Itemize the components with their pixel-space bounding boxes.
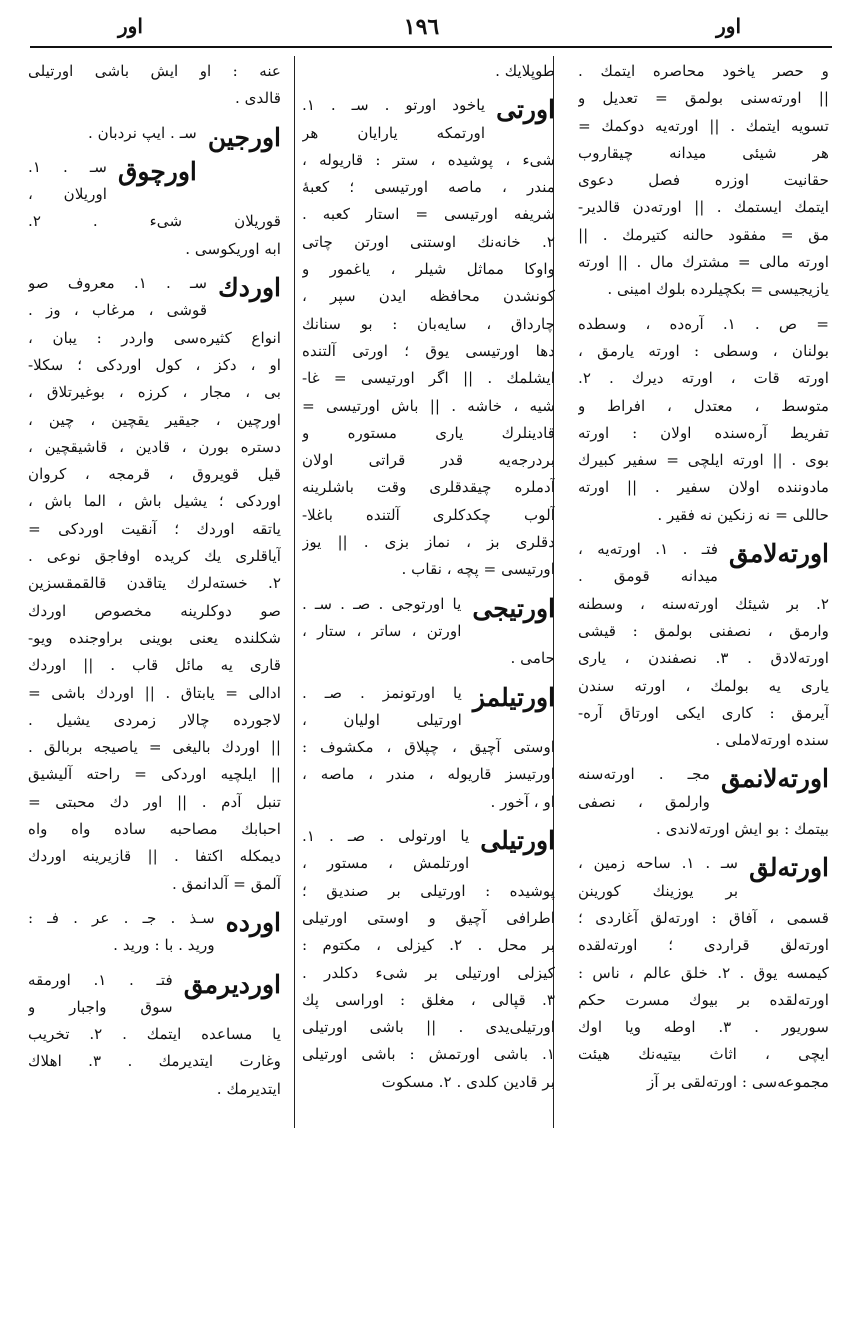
entry-text-line: آلوب چكدكلری آلتنده باغلا- bbox=[302, 505, 555, 524]
entry-text-line: ایشلمك . || اگر اورتیسی = غا- bbox=[302, 369, 555, 388]
entry-text-line: شیء ، پوشیده ، ستر : قاریوله ، bbox=[302, 150, 555, 169]
header-right-word: اور bbox=[716, 14, 741, 38]
entry-headword: اورتیجی bbox=[472, 593, 555, 623]
entry-text-line: اورتلمش ، مستور ، bbox=[302, 854, 470, 873]
entry-text-line: ایچی ، اثاث بیتیه‌نك هیئت bbox=[578, 1045, 829, 1064]
dictionary-entry bbox=[28, 270, 281, 898]
entry-text-line: بردرجه‌یه قدر قراتی اولان bbox=[302, 451, 555, 470]
entry-text-line: اورته‌لق قراردی ؛ اورته‌لقده bbox=[578, 936, 829, 955]
entry-text-line: قوشی ، مرغاب ، وز . bbox=[28, 301, 208, 320]
dictionary-entry bbox=[302, 823, 555, 1096]
entry-text-line: بر یوزینك كورینن bbox=[578, 881, 739, 900]
page-header bbox=[0, 0, 843, 50]
entry-text-line: سـذ . جـ . عر . فـ : bbox=[28, 908, 215, 927]
entry-text-line: یا اورتونمز . صـ . bbox=[302, 683, 462, 702]
column-divider-left bbox=[294, 56, 295, 1128]
entry-text-line: سوریور . ٣. اوطه ویا اوك bbox=[578, 1018, 829, 1037]
entry-text-line: اورتیسی = پچه ، نقاب . bbox=[401, 560, 555, 579]
entry-text-line: ایتدیرمك . bbox=[216, 1079, 281, 1098]
entry-text-line: كونشدن محافظه ایدن سپر ، bbox=[302, 287, 555, 306]
entry-text-line: ١. باشی اورتمش : باشی اورتیلی bbox=[302, 1045, 555, 1064]
dictionary-entry bbox=[28, 154, 281, 263]
entry-text-line: یا اورتوجی . صـ . سـ . bbox=[302, 594, 462, 613]
entry-text-line: وارلمق ، نصفی bbox=[578, 792, 711, 811]
entry-text-line: اورته قات ، اورته دیرك . ٢. bbox=[578, 369, 829, 388]
entry-text-line: فتـ . ١. اورمقه bbox=[28, 970, 173, 989]
entry-text-line: لاجورده چالار زمردی یشیل . bbox=[28, 710, 281, 729]
entry-text-line: یاخود اورتو . سـ . ١. bbox=[302, 96, 486, 115]
entry-text-line: حقانیت اوزره فصل دعوی bbox=[578, 171, 829, 190]
entry-text-line: پوشیده : اورتیلی بر صندیق ؛ bbox=[302, 881, 555, 900]
entry-text-line: سـ . ١. اوریلان ، bbox=[28, 157, 108, 204]
entry-text-line: طوپلایك . bbox=[495, 62, 555, 80]
entry-text-line: متوسط ، معتدل ، افراط و bbox=[578, 396, 829, 415]
entry-text-line: بر قادین كلدی . ٢. مسكوت bbox=[381, 1072, 555, 1091]
entry-text-line: یازیجیسی = بكچیلرده بلوك امینی . bbox=[607, 280, 829, 299]
entry-text-line: اورتمكه یارایان هر bbox=[302, 123, 486, 142]
entry-text-line: اوستی آچیق ، چپلاق ، مكشوف : bbox=[302, 738, 555, 757]
entry-text-line: تسویه ایتمك . || اورته‌یه دوكمك = bbox=[578, 116, 829, 135]
page-number: ١٩٦ bbox=[403, 14, 440, 40]
entry-text-line: || اورته‌سنی بولمق = تعدیل و bbox=[578, 89, 829, 108]
entry-text-line: اورته‌لادق . ٣. نصفندن ، یاری bbox=[578, 649, 829, 668]
dictionary-entry bbox=[28, 58, 281, 113]
dictionary-entry bbox=[28, 120, 281, 152]
entry-text-line: شكلنده یعنی بوینی براوجنده ویو- bbox=[28, 628, 281, 647]
entry-headword: اورته‌لق bbox=[749, 853, 829, 883]
entry-text-line: واوكا مماثل شیلر ، یاغمور و bbox=[302, 260, 555, 279]
dictionary-entry bbox=[578, 761, 829, 843]
entry-text-line: آلمق = آلدانمق . bbox=[171, 874, 281, 893]
entry-text-line: فتـ . ١. اورته‌یه ، bbox=[578, 540, 719, 559]
entry-text-line: حامی . bbox=[510, 649, 555, 668]
entry-text-line: شریفه اورتیسی = استار كعبه . bbox=[302, 205, 555, 224]
dictionary-entry bbox=[302, 58, 555, 85]
entry-text-line: عنه : او ایش باشی اورتیلی bbox=[28, 62, 281, 80]
dictionary-entry bbox=[28, 967, 281, 1103]
entry-text-line: ٢. خانه‌نك اوستنی اورتن چاتی bbox=[302, 232, 555, 251]
entry-text-line: بر محل . ٢. كیزلی ، مكتوم : bbox=[302, 936, 555, 955]
entry-text-line: یاری یه بولمك ، اورته سندن bbox=[578, 676, 829, 695]
entry-text-line: ٣. قپالی ، مغلق : اوراسی پك bbox=[302, 990, 555, 1009]
entry-text-line: قاری یه مائل قاب . || اوردك bbox=[28, 656, 281, 675]
entry-text-line: = ص . ١. آره‌ده ، وسطده bbox=[578, 314, 829, 333]
entry-text-line: سنده اورته‌لاملی . bbox=[715, 731, 829, 750]
entry-text-line: ادالی = یابتاق . || اوردك باشی = bbox=[28, 683, 281, 702]
entry-text-line: بوی . || اورته ایلچی = سفیر كبیرك bbox=[578, 451, 829, 470]
dictionary-entry bbox=[578, 311, 829, 529]
entry-text-line: شیه ، خاشه . || باش اورتیسی = bbox=[302, 396, 555, 415]
entry-text-line: مجموعه‌سی : اورته‌لقی بر آز bbox=[647, 1072, 829, 1091]
entry-text-line: سوق واجبار و bbox=[28, 997, 173, 1016]
entry-text-line: یا مساعده ایتمك . ٢. تخریب bbox=[28, 1025, 281, 1044]
entry-text-line: قالدی . bbox=[234, 89, 281, 108]
entry-headword: اورجین bbox=[207, 122, 281, 152]
entry-text-line: قیل قویروق ، قرمجه ، كروان bbox=[28, 465, 281, 484]
dictionary-entry bbox=[578, 850, 829, 1096]
entry-text-line: قادینلرك یاری مستوره و bbox=[302, 423, 555, 442]
entry-text-line: ٢. خسته‌لرك یتاقدن قالقمقسزین bbox=[28, 574, 281, 593]
entry-text-line: هر شیئی میدانه چیقاروب bbox=[578, 143, 829, 162]
entry-headword: اورته‌لانمق bbox=[721, 764, 829, 794]
entry-text-line: اورتیلی‌یدی . || باشی اورتیلی bbox=[302, 1018, 555, 1037]
header-left-word: اور bbox=[118, 14, 143, 38]
entry-text-line: اورتیسز قاریوله ، مندر ، ماصه ، bbox=[302, 765, 555, 784]
entry-headword: اوردیرمق bbox=[183, 969, 281, 999]
entry-text-line: ایتمك ایستمك . || اورته‌دن قالدیر- bbox=[578, 198, 829, 217]
dictionary-entry bbox=[302, 92, 555, 583]
dictionary-entry bbox=[302, 680, 555, 816]
entry-text-line: آیرمق : كاری ایكی اورتاق آره- bbox=[578, 703, 829, 722]
entry-text-line: صو دوكلرینه مخصوص اوردك bbox=[28, 601, 281, 620]
entry-text-line: || اوردك بالیغی = یاصیجه بربالق . bbox=[28, 738, 281, 757]
dictionary-entry bbox=[578, 58, 829, 304]
column-middle bbox=[302, 58, 555, 1268]
entry-headword: اورتیلمز bbox=[472, 682, 555, 712]
entry-text-line: كیزلی اورتیلی بر شیء دكلدر . bbox=[302, 963, 555, 982]
entry-text-line: ٢. بر شیئك اورته‌سنه ، وسطنه bbox=[578, 594, 829, 613]
entry-text-line: اورتیلی اولیان ، bbox=[302, 710, 462, 729]
entry-text-line: || ایلچیه اوردكی = راحته آلیشیق bbox=[28, 765, 281, 784]
entry-text-line: مق = مفقود حالنه كتیرمك . || bbox=[578, 225, 829, 244]
entry-text-line: قسمی ، آفاق : اورته‌لق آغاردی ؛ bbox=[578, 908, 829, 927]
entry-text-line: دستره بورن ، قادین ، قاشیقچین ، bbox=[28, 437, 281, 456]
entry-text-line: دیمكله اكتفا . || قازیرینه اوردك bbox=[28, 847, 281, 866]
entry-text-line: اوردكی ؛ یشیل باش ، الما باش ، bbox=[28, 492, 281, 511]
entry-headword: اورچوق bbox=[118, 156, 197, 186]
entry-text-line: سـ . ١. معروف صو bbox=[28, 274, 208, 293]
entry-text-line: دها اورتیسی یوق ؛ اورتی آلتنده bbox=[302, 341, 555, 360]
entry-text-line: سـ . ایپ نردبان . bbox=[87, 123, 197, 142]
entry-text-line: بیتمك : بو ایش اورته‌لاندی . bbox=[656, 820, 829, 839]
entry-text-line: بی ، مجار ، كرزه ، بوغیرتلاق ، bbox=[28, 383, 281, 402]
entry-text-line: تفریط آره‌سنده اولان : اورته bbox=[578, 423, 829, 442]
entry-text-line: آیاقلری یك كریده اوفاجق نوعی . bbox=[28, 547, 281, 566]
entry-text-line: بولنان ، وسطی : اورته یارمق ، bbox=[578, 341, 829, 360]
entry-text-line: و حصر یاخود محاصره ایتمك . bbox=[578, 62, 829, 80]
entry-headword: اورتی bbox=[496, 95, 555, 125]
entry-text-line: او ، آخور . bbox=[490, 792, 555, 811]
dictionary-entry bbox=[28, 905, 281, 960]
entry-text-line: حاللی = نه زنكین نه فقیر . bbox=[657, 505, 829, 524]
entry-text-line: مجـ . اورته‌سنه bbox=[578, 765, 711, 784]
entry-headword: اوردك bbox=[218, 273, 281, 303]
entry-text-line: ابه اوریكوسی . bbox=[185, 239, 281, 258]
dictionary-entry bbox=[302, 591, 555, 673]
entry-text-line: اورته مالی = مشترك مال . || اورته bbox=[578, 253, 829, 272]
entry-headword: اورته‌لامق bbox=[729, 539, 829, 569]
entry-text-line: وارمق ، نصفنی بولمق : قیشی bbox=[578, 621, 829, 640]
entry-text-line: میدانه قومق . bbox=[578, 567, 719, 586]
entry-text-line: وغارت ایتدیرمك . ٣. اهلاك bbox=[28, 1052, 281, 1071]
entry-headword: اورتیلی bbox=[480, 826, 555, 856]
entry-text-line: او ، دكز ، كول اوردكی ؛ سكلا- bbox=[28, 355, 281, 374]
entry-text-line: قوریلان شیء . ٢. bbox=[28, 212, 281, 231]
entry-text-line: كیمسه یوق . ٢. خلق عالم ، ناس : bbox=[578, 963, 829, 982]
entry-text-line: چارداق ، سایه‌بان : بو سنانك bbox=[302, 314, 555, 333]
dictionary-entry bbox=[578, 536, 829, 754]
header-rule bbox=[30, 46, 832, 48]
entry-text-line: اطرافی آچیق و اوستی اورتیلی bbox=[302, 908, 555, 927]
entry-text-line: مادوننده اولان سفیر . || اورته bbox=[578, 478, 829, 497]
entry-text-line: اورچین ، جیقیر یقچین ، چین ، bbox=[28, 410, 281, 429]
entry-text-line: ورید . با : ورید . bbox=[113, 936, 215, 955]
column-right bbox=[578, 58, 829, 1268]
entry-text-line: آدملره چیقدقلری وقت باشلرینه bbox=[302, 478, 555, 497]
entry-text-line: یا اورتولی . صـ . ١. bbox=[302, 827, 470, 846]
entry-text-line: انواع كثیره‌سی واردر : یبان ، bbox=[28, 328, 281, 347]
entry-text-line: یاتقه اوردك ؛ آنقیت اوردكی = bbox=[28, 519, 281, 538]
entry-text-line: مندر ، ماصه اورتیسی ؛ كعبه‌ٔ bbox=[302, 178, 555, 197]
entry-text-line: اورتن ، ساتر ، ستار ، bbox=[302, 621, 462, 640]
entry-headword: اورده bbox=[225, 907, 281, 937]
column-left bbox=[28, 58, 281, 1268]
entry-text-line: تنبل آدم . || اور دك محبتی = bbox=[28, 792, 281, 811]
entry-text-line: سـ . ١. ساحه زمین ، bbox=[578, 854, 739, 873]
entry-text-line: احبابك مصاحبه ساده واه واه bbox=[28, 820, 281, 839]
entry-text-line: دقلری بز ، نماز بزی . || یوز bbox=[302, 533, 555, 552]
entry-text-line: اورته‌لقده بر بیوك مسرت حكم bbox=[578, 990, 829, 1009]
